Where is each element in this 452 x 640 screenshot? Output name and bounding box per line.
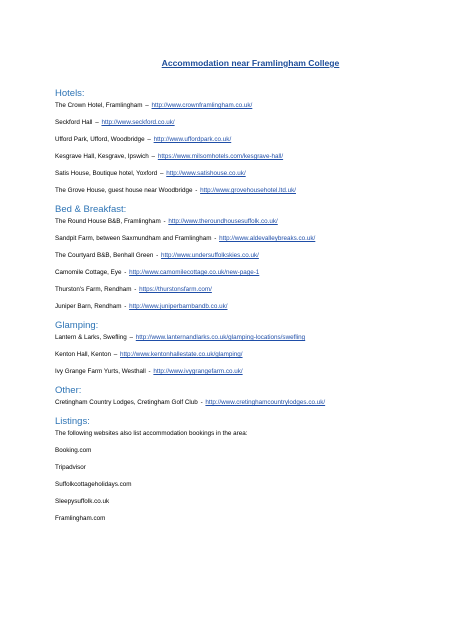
entry-name: Lantern & Larks, Swefling bbox=[55, 334, 127, 341]
entry-separator: - bbox=[148, 368, 151, 375]
entry-name: Camomile Cottage, Eye bbox=[55, 269, 122, 276]
section-heading: Other: bbox=[55, 385, 82, 396]
entry-separator: - bbox=[156, 252, 159, 259]
listing-site: Sleepysuffolk.co.uk bbox=[55, 498, 110, 505]
entry-name: Cretingham Country Lodges, Cretingham Golf Club bbox=[55, 399, 198, 406]
entry-link[interactable]: https://thurstonsfarm.com/ bbox=[139, 286, 212, 293]
entry-link[interactable]: http://www.kentonhallestate.co.uk/glamping/ bbox=[120, 351, 243, 358]
entry-link[interactable]: https://www.milsomhotels.com/kesgrave-hall/ bbox=[157, 153, 284, 160]
entry-name: Kenton Hall, Kenton bbox=[55, 351, 112, 358]
entry-separator: – bbox=[113, 351, 118, 358]
accommodation-entry bbox=[55, 399, 432, 407]
accommodation-entry bbox=[55, 351, 432, 359]
entry-link[interactable]: http://www.juniperbarnbandb.co.uk/ bbox=[129, 303, 228, 310]
entry-link[interactable]: http://www.seckford.co.uk/ bbox=[101, 119, 175, 126]
entry-separator: - bbox=[214, 235, 217, 242]
accommodation-entry bbox=[55, 119, 432, 127]
entry-name: Seckford Hall bbox=[55, 119, 93, 126]
accommodation-entry bbox=[55, 153, 432, 161]
entry-link[interactable]: http://www.satishouse.co.uk/ bbox=[166, 170, 246, 177]
accommodation-entry bbox=[55, 286, 432, 294]
entry-link[interactable]: http://www.grovehousehotel.ltd.uk/ bbox=[200, 187, 296, 194]
entry-name: Satis House, Boutique hotel, Yoxford bbox=[55, 170, 158, 177]
section-heading: Glamping: bbox=[55, 320, 99, 331]
accommodation-entry bbox=[55, 102, 432, 110]
listings-intro: The following websites also list accommodation bookings in the area: bbox=[55, 430, 248, 437]
entry-name: Juniper Barn, Rendham bbox=[55, 303, 122, 310]
entry-name: The Crown Hotel, Framlingham bbox=[55, 102, 143, 109]
accommodation-entry bbox=[55, 218, 432, 226]
listing-site: Booking.com bbox=[55, 447, 92, 454]
accommodation-entry bbox=[55, 269, 432, 277]
entry-separator: – bbox=[95, 119, 99, 126]
entry-link[interactable]: http://www.ivygrangefarm.co.uk/ bbox=[153, 368, 243, 375]
entry-separator: – bbox=[147, 136, 151, 143]
entry-name: The Round House B&B, Framlingham bbox=[55, 218, 161, 225]
section-0 bbox=[55, 88, 432, 195]
entry-link[interactable]: http://www.theroundhousesuffolk.co.uk/ bbox=[168, 218, 278, 225]
accommodation-entry bbox=[55, 235, 432, 243]
entry-separator: - bbox=[124, 269, 127, 276]
entry-link[interactable]: http://www.cretinghamcountrylodges.co.uk/ bbox=[205, 399, 326, 406]
section-2 bbox=[55, 320, 432, 376]
entry-name: Ivy Grange Farm Yurts, Westhall bbox=[55, 368, 146, 375]
entry-separator: – bbox=[129, 334, 134, 341]
accommodation-entry bbox=[55, 252, 432, 260]
sections-container bbox=[55, 88, 432, 407]
entry-link[interactable]: http://www.camomilecottage.co.uk/new-page-1 bbox=[129, 269, 260, 276]
accommodation-entry bbox=[55, 187, 432, 195]
entry-name: Kesgrave Hall, Kesgrave, Ipswich bbox=[55, 153, 149, 160]
section-3 bbox=[55, 385, 432, 407]
entry-link[interactable]: http://www.aldevalleybreaks.co.uk/ bbox=[219, 235, 316, 242]
entry-separator: – bbox=[145, 102, 149, 109]
section-1 bbox=[55, 204, 432, 311]
entry-name: The Grove House, guest house near Woodbridge bbox=[55, 187, 193, 194]
accommodation-entry bbox=[55, 303, 432, 311]
accommodation-entry bbox=[55, 136, 432, 144]
entry-name: The Courtyard B&B, Benhall Green bbox=[55, 252, 154, 259]
entry-name: Thurston's Farm, Rendham bbox=[55, 286, 132, 293]
section-heading: Bed & Breakfast: bbox=[55, 204, 127, 215]
accommodation-entry bbox=[55, 368, 432, 376]
accommodation-entry bbox=[55, 170, 432, 178]
entry-separator: - bbox=[124, 303, 127, 310]
entry-link[interactable]: http://www.lanternandlarks.co.uk/glamping-locations/swefling bbox=[135, 334, 306, 341]
section-heading: Hotels: bbox=[55, 88, 85, 99]
entry-link[interactable]: http://www.uffordpark.co.uk/ bbox=[153, 136, 232, 143]
entry-separator: - bbox=[163, 218, 166, 225]
entry-separator: – bbox=[151, 153, 156, 160]
entry-link[interactable]: http://www.crownframlingham.co.uk/ bbox=[151, 102, 253, 109]
listing-site: Suffolkcottageholidays.com bbox=[55, 481, 132, 488]
entry-separator: - bbox=[195, 187, 198, 194]
listing-site: Tripadvisor bbox=[55, 464, 86, 471]
entry-separator: - bbox=[200, 399, 203, 406]
listing-sites bbox=[55, 447, 432, 523]
listing-site: Framlingham.com bbox=[55, 515, 106, 522]
listings-section bbox=[55, 416, 432, 523]
entry-name: Sandpit Farm, between Saxmundham and Framlingham bbox=[55, 235, 212, 242]
entry-link[interactable]: http://www.undersuffolkskies.co.uk/ bbox=[160, 252, 259, 259]
listings-heading: Listings: bbox=[55, 416, 90, 427]
page-title: Accommodation near Framlingham College bbox=[161, 58, 340, 68]
entry-separator: – bbox=[159, 170, 164, 177]
entry-name: Ufford Park, Ufford, Woodbridge bbox=[55, 136, 145, 143]
entry-separator: - bbox=[134, 286, 137, 293]
accommodation-entry bbox=[55, 334, 432, 342]
